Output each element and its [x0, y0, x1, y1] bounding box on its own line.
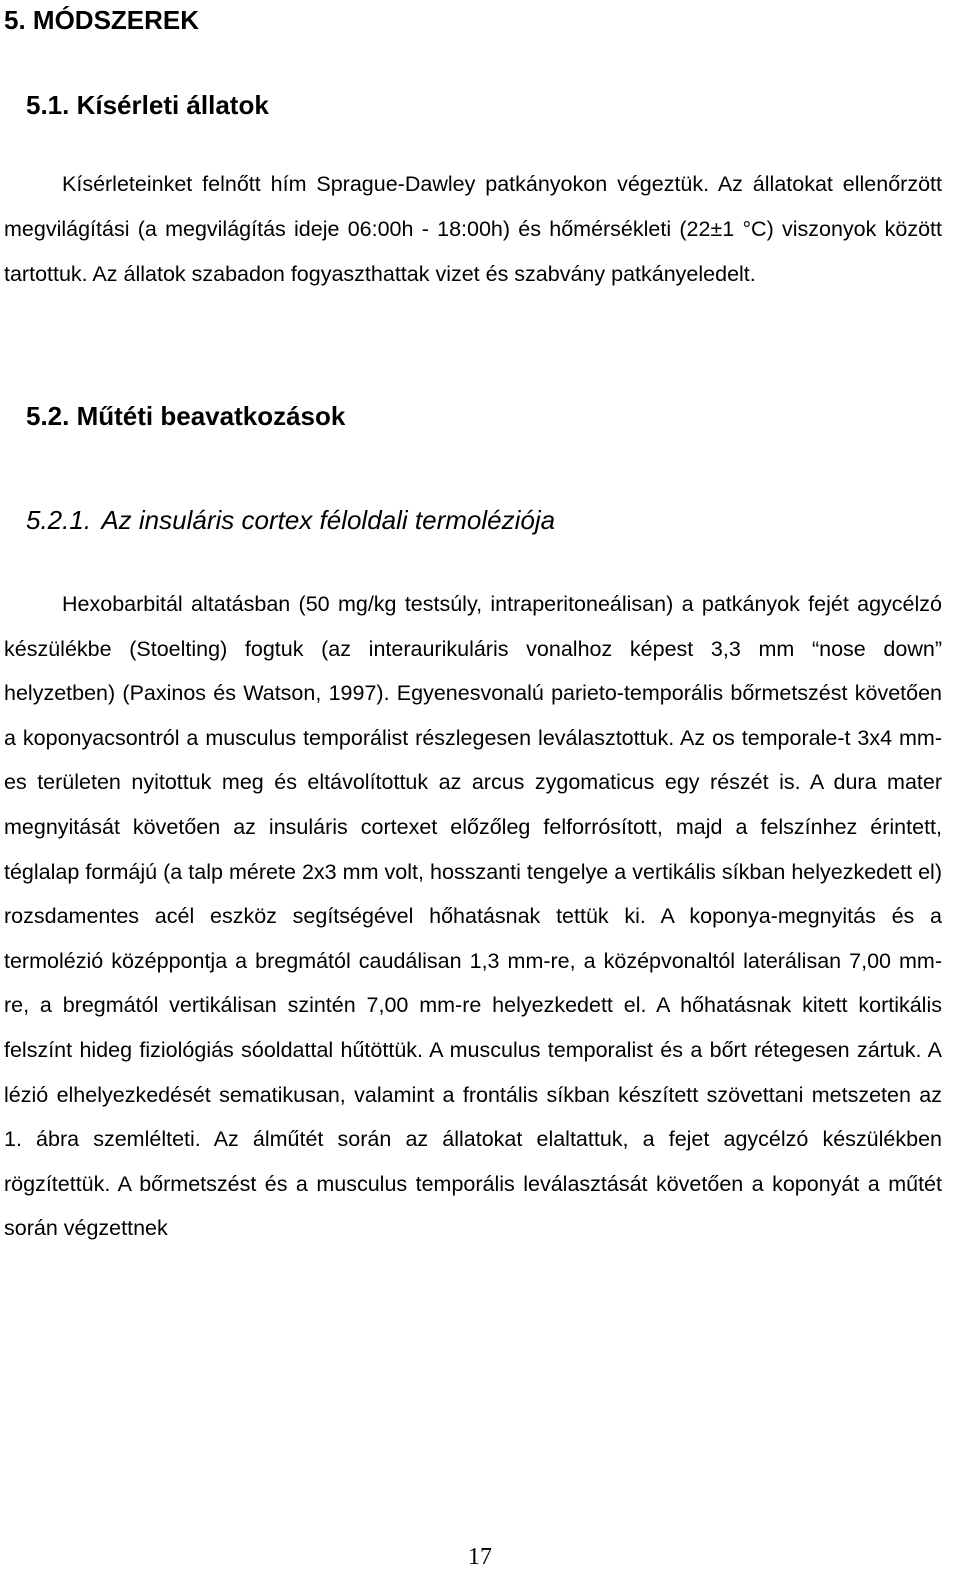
- subsection-body: Hexobarbitál altatásban (50 mg/kg testsúly, intraperitoneálisan) a patkányok fejét agycélzó készülékbe (Stoelting) fogtuk (az interaurikuláris vonalhoz képest 3,3 mm “nose down” helyzetben) (Paxinos és Watson, 1997). Egyenesvonalú parieto-temporális bőrmetszést követően a koponyacsontról a musculus temporálist részlegesen leválasztottuk. Az os temporale-t 3x4 mm-es területen nyitottuk meg és eltávolítottuk az arcus zygomaticus egy részét is. A dura mater megnyitását követően az insuláris cortexet előzőleg felforrósított, majd a felszínhez érintett, téglalap formájú (a talp mérete 2x3 mm volt, hosszanti tengelye a vertikális síkban helyezkedett el) rozsdamentes acél eszköz segítségével hőhatásnak tettük ki. A koponya-megnyitás és a termolézió középpontja a bregmától caudálisan 1,3 mm-re, a középvonaltól laterálisan 7,00 mm-re, a bregmától vertikálisan szintén 7,00 mm-re helyezkedett el. A hőhatásnak kitett kortikális felszínt hideg fiziológiás sóoldattal hűtöttük. A musculus temporalist és a bőrt rétegesen zártuk. A lézió elhelyezkedését sematikusan, valamint a frontális síkban készített szövettani metszeten az 1. ábra szemlélteti. Az álműtét során az állatokat elaltattuk, a fejet agycélzó készülékben rögzítettük. A bőrmetszést és a musculus temporális leválasztását követően a koponyát a műtét során végzettnek: [4, 592, 942, 1241]
- section-heading-kiserleti-allatok: 5.1. Kísérleti állatok: [26, 90, 269, 120]
- page-number: 17: [468, 1544, 492, 1570]
- subsection-heading: [26, 500, 555, 540]
- subsection-title: Az insuláris cortex féloldali termoléziója: [101, 505, 556, 535]
- chapter-heading: 5. MÓDSZEREK: [4, 5, 200, 35]
- section-heading-mutéti-beavatkozasok: 5.2. Műtéti beavatkozások: [26, 401, 346, 431]
- section-body-kiserleti-allatok: Kísérleteinket felnőtt hím Sprague-Dawley patkányokon végeztük. Az állatokat ellenőrzött megvilágítási (a megvilágítás ideje 06:00h - 18:00h) és hőmérsékleti (22±1 °C) viszonyok között tartottuk. Az állatok szabadon fogyaszthattak vizet és szabvány patkányeledelt.: [4, 172, 942, 286]
- subsection-number: 5.2.1.: [26, 505, 92, 535]
